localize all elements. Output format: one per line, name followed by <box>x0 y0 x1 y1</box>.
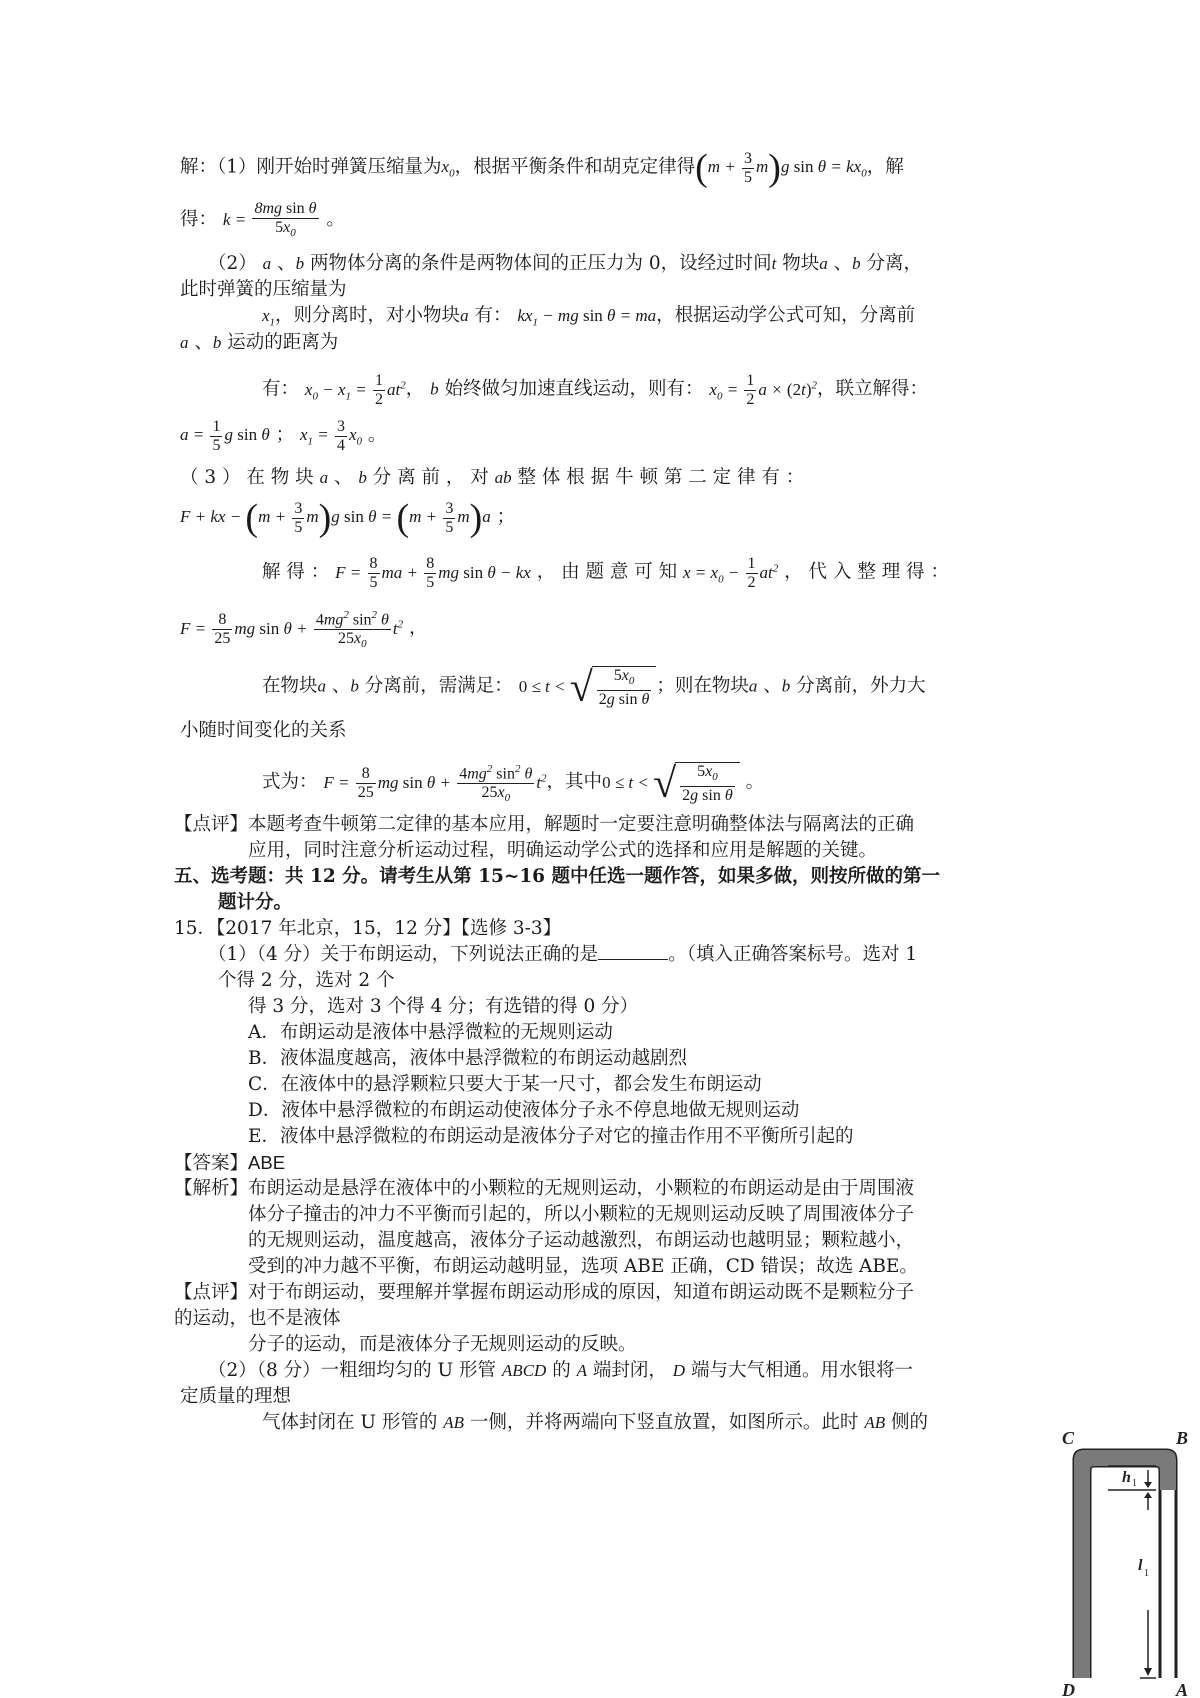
text: 布朗运动是悬浮在液体中的小颗粒的无规则运动，小颗粒的布朗运动是由于周围液 <box>248 1178 915 1199</box>
text: 分离前，需满足： <box>364 675 513 697</box>
q15-sub2-line-1: （2）（8 分）一粗细均匀的 U 形管 ABCD 的 A 端封闭， D 端与大气相通。用水银将一 <box>208 1360 913 1381</box>
option-a: A．布朗运动是液体中悬浮微粒的无规则运动 <box>248 1022 613 1043</box>
analysis-line-2: 体分子撞击的冲力不平衡而引起的，所以小颗粒的无规则运动反映了周围液体分子 <box>248 1204 915 1225</box>
text: 端与大气相通。用水银将一 <box>690 1360 913 1381</box>
solution-line-3: （2） a 、b 两物体分离的条件是两物体间的正压力为 0，设经过时间t 物块a 、b 分离， <box>208 253 923 274</box>
answer-tag: 【答案】 <box>174 1153 249 1174</box>
analysis-tag: 【解析】 <box>174 1178 249 1199</box>
text: 分 离 前 ， 对 <box>372 467 489 488</box>
text: 。 <box>745 771 765 793</box>
text: 运动的距离为 <box>227 332 339 353</box>
text: 在物块 <box>262 675 318 697</box>
option-b: B．液体温度越高，液体中悬浮微粒的布朗运动越剧烈 <box>248 1048 688 1069</box>
text: 有： <box>474 305 512 326</box>
text: （2）（8 分）一粗细均匀的 U 形管 <box>208 1360 497 1381</box>
solution-line-7: 有： $x_0 - x_1$ = $\frac{1}{2}$ $at^2$， b 始终做匀加速直线运动，则有： $x_0$ = $\frac{1}{2}$ $a \times (2t)^2$，联立解得： <box>262 372 928 409</box>
option-e: E．液体中悬浮微粒的布朗运动是液体分子对它的撞击作用不平衡所引起的 <box>248 1126 854 1147</box>
answer-blank <box>598 945 668 960</box>
text: （ 3 ） 在 物 块 <box>180 467 314 488</box>
solution-line-13: 在物块a 、b 分离前，需满足： 0 ≤ t < √ $\frac{5x_0}{\text{2g sin θ}}$ ；则在物块a 、b 分离前，外力大 <box>262 664 926 711</box>
q15-comment-line-1 <box>174 1280 1004 1306</box>
comment-tag: 【点评】 <box>174 1282 249 1303</box>
solution-line-10: F + kx − (m + $\frac{3}{5}$ m)g sin θ = (m + $\frac{3}{5}$ m)a ； <box>180 497 516 540</box>
label-l1: l <box>1138 1557 1143 1574</box>
u-tube-figure <box>1060 1430 1195 1698</box>
solution-line-14: 小随时间变化的关系 <box>180 720 347 741</box>
analysis-line-1 <box>174 1176 1004 1202</box>
label-d: D <box>1062 1680 1075 1698</box>
label-b: B <box>1176 1430 1189 1448</box>
text: 一侧，并将两端向下竖直放置，如图所示。此时 <box>469 1412 859 1433</box>
text: 解：（1）刚开始时弹簧压缩量为 <box>180 156 442 178</box>
solution-line-9: （ 3 ） 在 物 块 a 、 b 分 离 前 ， 对 ab 整 体 根 据 牛 顿 第 二 定 律 有 ： <box>180 467 805 488</box>
solution-line-2: 得： k = $\frac{\text{8mg sin θ}}{5x_0}$ 。 <box>180 200 345 240</box>
subscript: 1 <box>1132 1478 1137 1489</box>
text: 得： <box>180 209 218 230</box>
text: 本题考查牛顿第二定律的基本应用，解题时一定要注意明确整体法与隔离法的正确 <box>248 814 915 835</box>
text: （2） <box>208 253 257 274</box>
text: ，其中 <box>546 771 603 793</box>
text: ，联立解得： <box>816 378 928 400</box>
q15-sub1-line-1 <box>208 942 1038 968</box>
solution-line-11: 解 得 ： F = $\frac{8}{5}$ ma + $\frac{8}{5}$ mg sin θ − kx ， 由 题 意 可 知 $x = x_0$ − $\frac{1}{2}$ $at^2$ ， 代 入 整 理 得 ： <box>262 555 949 592</box>
text: 气体封闭在 U 形管的 <box>262 1412 438 1433</box>
subscript: 1 <box>1144 1568 1149 1579</box>
text: 两物体分离的条件是两物体间的正压力为 0，设经过时间 <box>309 253 772 274</box>
text: ，根据运动学公式可知，分离前 <box>656 305 916 326</box>
solution-line-6: a 、b 运动的距离为 <box>180 332 339 353</box>
solution-line-8: a = $\frac{1}{5}$ g sin θ ； $x_1$ = $\frac{3}{4}$ $x_0$ 。 <box>180 418 387 454</box>
comment-line-2: 应用，同时注意分析运动过程，明确运动学公式的选择和应用是解题的关键。 <box>248 840 878 861</box>
comment-line-1 <box>174 812 1004 838</box>
question-header: 15．【2017 年北京，15，12 分】【选修 3-3】 <box>174 918 562 939</box>
solution-line-5: $x_1$，则分离时，对小物块a 有： $kx_1$ − mg sin θ = ma，根据运动学公式可知，分离前 <box>262 305 916 329</box>
section-title: 五、选考题：共 12 分。请考生从第 15~16 题中任选一题作答，如果多做，则按所做的第一 <box>174 866 941 887</box>
option-c: C．在液体中的悬浮颗粒只要大于某一尺寸，都会发生布朗运动 <box>248 1074 762 1095</box>
text: ；则在物块 <box>656 675 749 697</box>
text: 有： <box>262 378 300 400</box>
text: ，则分离时，对小物块 <box>275 305 461 326</box>
analysis-line-3: 的无规则运动，温度越高，液体分子运动越激烈，布朗运动也越明显；颗粒越小， <box>248 1230 915 1251</box>
comment-tag: 【点评】 <box>174 814 249 835</box>
text: 分离， <box>866 253 923 274</box>
label-h1: h <box>1122 1469 1131 1486</box>
section-title-2: 题计分。 <box>218 892 293 913</box>
label-a: A <box>1176 1680 1189 1698</box>
text: 。（填入正确答案标号。选对 1 <box>668 944 918 965</box>
text: （1）（4 分）关于布朗运动，下列说法正确的是 <box>208 944 599 965</box>
solution-line-1: 解：（1）刚开始时弹簧压缩量为$x_0$，根据平衡条件和胡克定律得(m + $\frac{3}{5}$ m)g $\sin \theta = kx_0$，解 <box>180 147 904 190</box>
text: 的 <box>552 1360 571 1381</box>
text: ， 由 题 意 可 知 <box>536 561 678 583</box>
q15-sub1-line-3: 得 3 分，选对 3 个得 4 分；有选错的得 0 分） <box>248 996 639 1017</box>
text: 始终做匀加速直线运动，则有： <box>444 378 704 400</box>
solution-line-4: 此时弹簧的压缩量为 <box>180 279 347 300</box>
text: ， 代 入 整 理 得 ： <box>784 561 949 583</box>
q15-comment-line-3: 分子的运动，而是液体分子无规则运动的反映。 <box>248 1334 637 1355</box>
text: 端封闭， <box>592 1360 667 1381</box>
text: ，解 <box>866 156 904 178</box>
answer-line <box>174 1150 1004 1177</box>
label-c: C <box>1062 1430 1075 1448</box>
text: 解 得 ： <box>262 561 330 583</box>
text: ，根据平衡条件和胡克定律得 <box>454 156 696 178</box>
text: 对于布朗运动，要理解并掌握布朗运动形成的原因，知道布朗运动既不是颗粒分子 <box>248 1282 915 1303</box>
q15-sub2-line-2: 定质量的理想 <box>180 1386 292 1407</box>
text: 式为： <box>262 771 318 793</box>
q15-comment-line-2: 的运动，也不是液体 <box>174 1308 341 1329</box>
text: 侧的 <box>891 1412 929 1433</box>
text: 物块 <box>782 253 820 274</box>
text: 分离前，外力大 <box>796 675 926 697</box>
solution-line-12: F = $\frac{8}{25}$ mg sin θ + $\frac{4mg^2 \sin^2 \theta}{25x_0}$ $t^2$ ， <box>180 606 1010 654</box>
text: 整 体 根 据 牛 顿 第 二 定 律 有 ： <box>517 467 805 488</box>
solution-line-15: 式为： F = $\frac{8}{25}$ mg sin θ + $\frac{4mg^2 \sin^2 \theta}{25x_0}$ $t^2$，其中0 ≤ t < √ $\frac{5x_0}{\text{2g sin θ}}$ 。 <box>262 760 765 807</box>
option-d: D．液体中悬浮微粒的布朗运动使液体分子永不停息地做无规则运动 <box>248 1100 800 1121</box>
analysis-line-4: 受到的冲力越不平衡，布朗运动越明显，选项 ABE 正确，CD 错误；故选 ABE。 <box>248 1256 918 1277</box>
q15-sub1-line-2: 个得 2 分，选对 2 个 <box>218 970 395 991</box>
q15-sub2-line-3: 气体封闭在 U 形管的 AB 一侧，并将两端向下竖直放置，如图所示。此时 AB 侧的 <box>262 1412 929 1433</box>
answer-value: ABE <box>248 1152 286 1173</box>
